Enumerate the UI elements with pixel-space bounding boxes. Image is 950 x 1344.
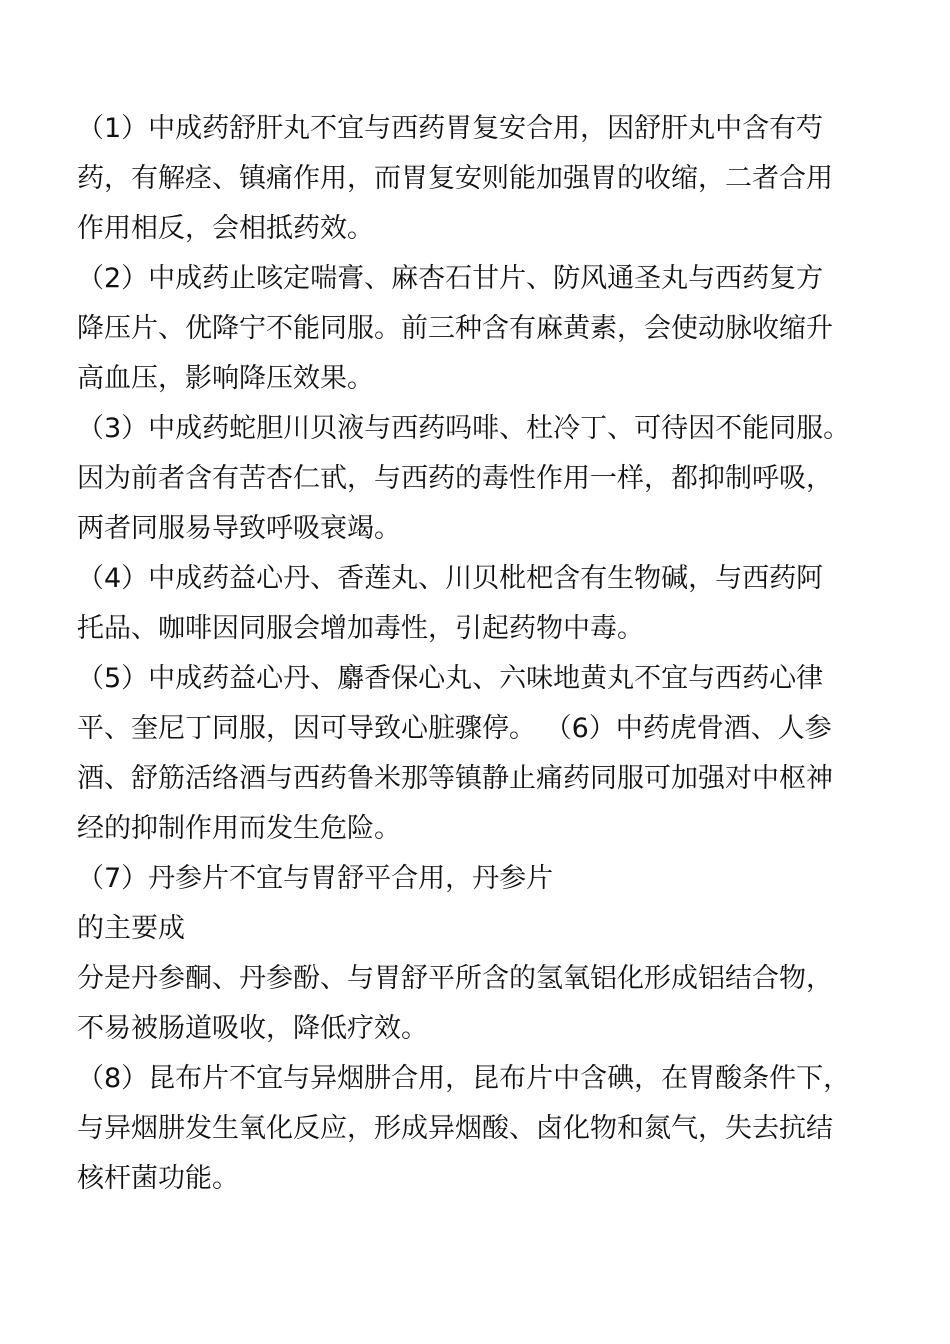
text-line-13: 平、奎尼丁同服，因可导致心脏骤停。 （6）中药虎骨酒、人参 (77, 713, 832, 744)
document-page (77, 104, 907, 1204)
text-line-12: （5）中成药益心丹、麝香保心丸、六味地黄丸不宜与西药心律 (77, 663, 824, 694)
text-line-11: 托品、咖啡因同服会增加毒性，引起药物中毒。 (77, 613, 644, 644)
text-line-5: 降压片、优降宁不能同服。前三种含有麻黄素，会使动脉收缩升 (77, 313, 833, 344)
text-line-6: 高血压，影响降压效果。 (77, 363, 374, 394)
text-line-8: 因为前者含有苦杏仁甙，与西药的毒性作用一样，都抑制呼吸， (77, 463, 833, 494)
text-line-10: （4）中成药益心丹、香莲丸、川贝枇杷含有生物碱，与西药阿 (77, 563, 824, 594)
text-line-1: （1）中成药舒肝丸不宜与西药胃复安合用，因舒肝丸中含有芍 (77, 113, 824, 144)
text-line-22: 核杆菌功能。 (77, 1163, 239, 1194)
text-line-21: 与异烟肼发生氧化反应，形成异烟酸、卤化物和氮气，失去抗结 (77, 1113, 833, 1144)
text-line-20: （8）昆布片不宜与异烟肼合用，昆布片中含碘，在胃酸条件下， (77, 1063, 851, 1094)
text-line-15: 经的抑制作用而发生危险。 (77, 813, 401, 844)
text-line-19: 不易被肠道吸收，降低疗效。 (77, 1013, 428, 1044)
text-line-9: 两者同服易导致呼吸衰竭。 (77, 513, 401, 544)
text-line-18: 分是丹参酮、丹参酚、与胃舒平所含的氢氧铝化形成铝结合物， (77, 963, 833, 994)
text-line-4: （2）中成药止咳定喘膏、麻杏石甘片、防风通圣丸与西药复方 (77, 263, 824, 294)
text-line-14: 酒、舒筋活络酒与西药鲁米那等镇静止痛药同服可加强对中枢神 (77, 763, 833, 794)
text-line-7: （3）中成药蛇胆川贝液与西药吗啡、杜冷丁、可待因不能同服。 (77, 413, 851, 444)
text-line-3: 作用相反，会相抵药效。 (77, 213, 374, 244)
text-line-2: 药，有解痉、镇痛作用，而胃复安则能加强胃的收缩，二者合用 (77, 163, 833, 194)
text-line-16: （7）丹参片不宜与胃舒平合用，丹参片 (77, 863, 554, 894)
text-line-17: 的主要成 (77, 913, 185, 944)
